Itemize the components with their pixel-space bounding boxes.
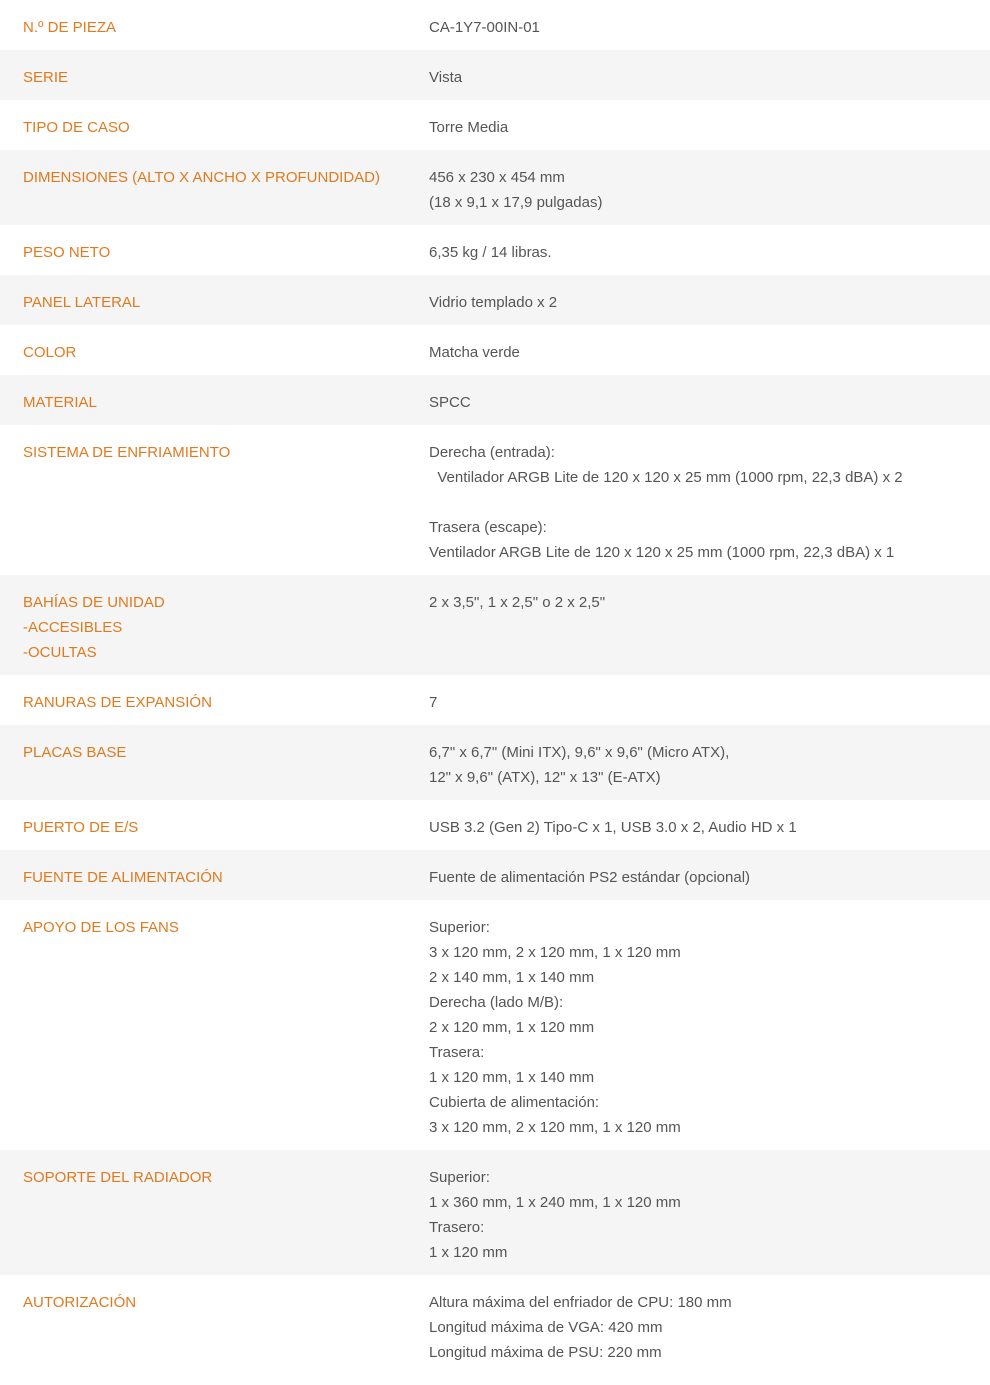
spec-value-line: Longitud máxima de PSU: 220 mm xyxy=(429,1344,662,1361)
spec-value xyxy=(407,900,990,1150)
spec-value-line: 6,35 kg / 14 libras. xyxy=(429,244,552,261)
spec-value-line: Cubierta de alimentación: xyxy=(429,1094,600,1111)
spec-value-line: Longitud máxima de VGA: 420 mm xyxy=(429,1319,663,1336)
spec-row xyxy=(0,325,990,375)
spec-label-line: PESO NETO xyxy=(23,244,111,261)
spec-value xyxy=(407,100,990,150)
spec-label xyxy=(0,1150,407,1275)
spec-value-line xyxy=(429,490,990,515)
spec-row xyxy=(0,0,990,50)
spec-label xyxy=(0,725,407,800)
spec-value-line: (18 x 9,1 x 17,9 pulgadas) xyxy=(429,194,603,211)
spec-row xyxy=(0,1275,990,1385)
spec-label xyxy=(0,375,407,425)
spec-label-line: MATERIAL xyxy=(23,394,97,411)
spec-value xyxy=(407,1150,990,1275)
spec-label xyxy=(0,225,407,275)
spec-label-line: BAHÍAS DE UNIDAD xyxy=(23,594,165,611)
spec-value xyxy=(407,50,990,100)
spec-value-line: 7 xyxy=(429,694,438,711)
spec-row xyxy=(0,800,990,850)
spec-label xyxy=(0,425,407,575)
spec-row xyxy=(0,275,990,325)
spec-label xyxy=(0,50,407,100)
spec-label-line: APOYO DE LOS FANS xyxy=(23,919,179,936)
spec-row xyxy=(0,1150,990,1275)
spec-row xyxy=(0,100,990,150)
spec-label-line: -ACCESIBLES xyxy=(23,619,123,636)
spec-value-line: Superior: xyxy=(429,1169,490,1186)
spec-value-line: 2 x 140 mm, 1 x 140 mm xyxy=(429,969,595,986)
spec-value-line: 2 x 3,5", 1 x 2,5" o 2 x 2,5" xyxy=(429,594,606,611)
spec-label-line: PUERTO DE E/S xyxy=(23,819,139,836)
spec-value-line: Trasera: xyxy=(429,1044,485,1061)
spec-label-line: COLOR xyxy=(23,344,77,361)
spec-value-line: SPCC xyxy=(429,394,471,411)
spec-value-line: Altura máxima del enfriador de CPU: 180 mm xyxy=(429,1294,732,1311)
spec-row xyxy=(0,50,990,100)
spec-value-line: 3 x 120 mm, 2 x 120 mm, 1 x 120 mm xyxy=(429,944,681,961)
spec-value-line: Superior: xyxy=(429,919,490,936)
spec-value-line: Fuente de alimentación PS2 estándar (opcional) xyxy=(429,869,751,886)
spec-row xyxy=(0,850,990,900)
spec-value xyxy=(407,225,990,275)
spec-label xyxy=(0,325,407,375)
spec-label-line: AUTORIZACIÓN xyxy=(23,1294,137,1311)
spec-row xyxy=(0,225,990,275)
spec-value-line: Derecha (lado M/B): xyxy=(429,994,564,1011)
spec-value-line: USB 3.2 (Gen 2) Tipo-C x 1, USB 3.0 x 2, Audio HD x 1 xyxy=(429,819,797,836)
spec-value-line: 1 x 120 mm, 1 x 140 mm xyxy=(429,1069,595,1086)
spec-value xyxy=(407,850,990,900)
spec-row xyxy=(0,375,990,425)
spec-label-line: FUENTE DE ALIMENTACIÓN xyxy=(23,869,223,886)
spec-label-line: N.º DE PIEZA xyxy=(23,19,116,36)
spec-row xyxy=(0,575,990,675)
spec-value-line: Vista xyxy=(429,69,463,86)
spec-label-line: SERIE xyxy=(23,69,69,86)
spec-label-line: RANURAS DE EXPANSIÓN xyxy=(23,694,212,711)
spec-value xyxy=(407,725,990,800)
spec-label-line: SOPORTE DEL RADIADOR xyxy=(23,1169,213,1186)
spec-value-line: Trasero: xyxy=(429,1219,485,1236)
spec-value xyxy=(407,0,990,50)
spec-value xyxy=(407,375,990,425)
spec-value xyxy=(407,1275,990,1385)
spec-value-line: 456 x 230 x 454 mm xyxy=(429,169,565,186)
spec-value xyxy=(407,800,990,850)
spec-value xyxy=(407,675,990,725)
spec-label-line: TIPO DE CASO xyxy=(23,119,130,136)
spec-value-line: Trasera (escape): xyxy=(429,519,547,536)
spec-label-line: DIMENSIONES (ALTO X ANCHO X PROFUNDIDAD) xyxy=(23,169,380,186)
spec-value xyxy=(407,575,990,675)
spec-value xyxy=(407,425,990,575)
spec-value xyxy=(407,275,990,325)
spec-value-line: Ventilador ARGB Lite de 120 x 120 x 25 mm (1000 rpm, 22,3 dBA) x 1 xyxy=(429,544,895,561)
spec-value-line: Ventilador ARGB Lite de 120 x 120 x 25 mm (1000 rpm, 22,3 dBA) x 2 xyxy=(429,469,903,486)
spec-label xyxy=(0,1275,407,1385)
spec-value-line: 6,7" x 6,7" (Mini ITX), 9,6" x 9,6" (Micro ATX), xyxy=(429,744,730,761)
spec-label-line: PLACAS BASE xyxy=(23,744,127,761)
spec-row xyxy=(0,725,990,800)
spec-value-line: CA-1Y7-00IN-01 xyxy=(429,19,540,36)
spec-label-line: -OCULTAS xyxy=(23,644,97,661)
spec-label xyxy=(0,0,407,50)
spec-value-line: Matcha verde xyxy=(429,344,520,361)
spec-value-line: Vidrio templado x 2 xyxy=(429,294,558,311)
spec-value-line: 1 x 360 mm, 1 x 240 mm, 1 x 120 mm xyxy=(429,1194,681,1211)
spec-label xyxy=(0,675,407,725)
spec-label-line: SISTEMA DE ENFRIAMIENTO xyxy=(23,444,231,461)
spec-row xyxy=(0,900,990,1150)
spec-label xyxy=(0,100,407,150)
spec-value xyxy=(407,325,990,375)
spec-label xyxy=(0,800,407,850)
spec-value xyxy=(407,150,990,225)
spec-value-line: Torre Media xyxy=(429,119,509,136)
spec-label xyxy=(0,150,407,225)
spec-label xyxy=(0,275,407,325)
spec-value-line: 3 x 120 mm, 2 x 120 mm, 1 x 120 mm xyxy=(429,1119,681,1136)
spec-label xyxy=(0,850,407,900)
spec-value-line: 1 x 120 mm xyxy=(429,1244,508,1261)
spec-value-line: 2 x 120 mm, 1 x 120 mm xyxy=(429,1019,595,1036)
spec-value-line: 12" x 9,6" (ATX), 12" x 13" (E-ATX) xyxy=(429,769,661,786)
spec-label-line: PANEL LATERAL xyxy=(23,294,141,311)
spec-label xyxy=(0,900,407,1150)
spec-label xyxy=(0,575,407,675)
spec-row xyxy=(0,150,990,225)
spec-row xyxy=(0,675,990,725)
spec-value-line: Derecha (entrada): xyxy=(429,444,555,461)
spec-row xyxy=(0,425,990,575)
